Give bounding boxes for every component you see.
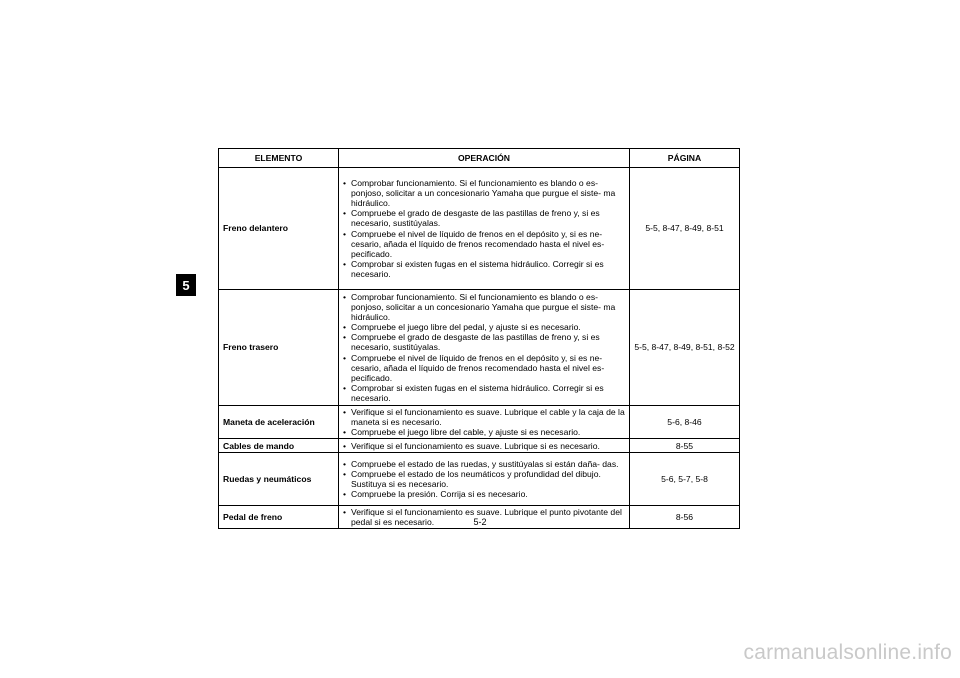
operation-item: • Compruebe el grado de desgaste de las pastillas de freno y, si es necesario, sustitúyalas.: [342, 332, 626, 352]
operation-cell: [339, 406, 630, 439]
element-cell: Ruedas y neumáticos: [219, 453, 339, 506]
operation-cell: [339, 168, 630, 290]
operation-item: • Comprobar funcionamiento. Si el funcionamiento es blando o es- ponjoso, solicitar a un concesionario Yamaha que purgue el siste- ma hidráulico.: [342, 292, 626, 322]
table-row: [219, 290, 740, 406]
table-row: [219, 168, 740, 290]
operation-item: • Verifique si el funcionamiento es suave. Lubrique el punto pivotante del pedal si es necesario.: [342, 507, 626, 527]
operation-item: • Compruebe el estado de los neumáticos y profundidad del dibujo. Sustituya si es necesario.: [342, 469, 626, 489]
element-cell: Freno delantero: [219, 168, 339, 290]
maintenance-table: [218, 148, 740, 529]
page-number: 5-2: [473, 517, 487, 527]
element-cell: Cables de mando: [219, 439, 339, 453]
table-row: [219, 439, 740, 453]
operation-item: • Verifique si el funcionamiento es suave. Lubrique el cable y la caja de la maneta si es necesario.: [342, 407, 626, 427]
operation-item: • Compruebe el estado de las ruedas, y sustitúyalas si están daña- das.: [342, 459, 626, 469]
operation-item: • Verifique si el funcionamiento es suave. Lubrique si es necesario.: [342, 441, 626, 451]
operation-item: • Compruebe el juego libre del cable, y ajuste si es necesario.: [342, 427, 626, 437]
page-cell: 8-55: [630, 439, 740, 453]
operation-item: • Compruebe el nivel de líquido de frenos en el depósito y, si es ne- cesario, añada el líquido de frenos recomendado hasta el nivel es- pecificado.: [342, 353, 626, 383]
chapter-tab: 5: [176, 274, 196, 296]
operation-cell: [339, 453, 630, 506]
header-operation: OPERACIÓN: [339, 149, 630, 168]
header-page: PÁGINA: [630, 149, 740, 168]
operation-item: • Compruebe el nivel de líquido de frenos en el depósito y, si es ne- cesario, añada el líquido de frenos recomendado hasta el nivel es- pecificado.: [342, 229, 626, 259]
operation-cell: [339, 290, 630, 406]
page-cell: 5-5, 8-47, 8-49, 8-51: [630, 168, 740, 290]
element-cell: Freno trasero: [219, 290, 339, 406]
watermark-text: carmanualsonline.info: [743, 641, 952, 664]
element-cell: Maneta de aceleración: [219, 406, 339, 439]
table-row: [219, 406, 740, 439]
operation-item: • Compruebe el grado de desgaste de las pastillas de freno y, si es necesario, sustitúyalas.: [342, 208, 626, 228]
page-cell: 5-6, 8-46: [630, 406, 740, 439]
table-header-row: [219, 149, 740, 168]
operation-cell: [339, 439, 630, 453]
operation-item: • Compruebe el juego libre del pedal, y ajuste si es necesario.: [342, 322, 626, 332]
table-row: [219, 453, 740, 506]
operation-item: • Comprobar funcionamiento. Si el funcionamiento es blando o es- ponjoso, solicitar a un concesionario Yamaha que purgue el siste- ma hidráulico.: [342, 178, 626, 208]
element-cell: Pedal de freno: [219, 506, 339, 529]
operation-item: • Compruebe la presión. Corrija si es necesario.: [342, 489, 626, 499]
page-cell: 8-56: [630, 506, 740, 529]
header-element: ELEMENTO: [219, 149, 339, 168]
page-cell: 5-6, 5-7, 5-8: [630, 453, 740, 506]
operation-item: • Comprobar si existen fugas en el sistema hidráulico. Corregir si es necesario.: [342, 259, 626, 279]
page-cell: 5-5, 8-47, 8-49, 8-51, 8-52: [630, 290, 740, 406]
operation-item: • Comprobar si existen fugas en el sistema hidráulico. Corregir si es necesario.: [342, 383, 626, 403]
